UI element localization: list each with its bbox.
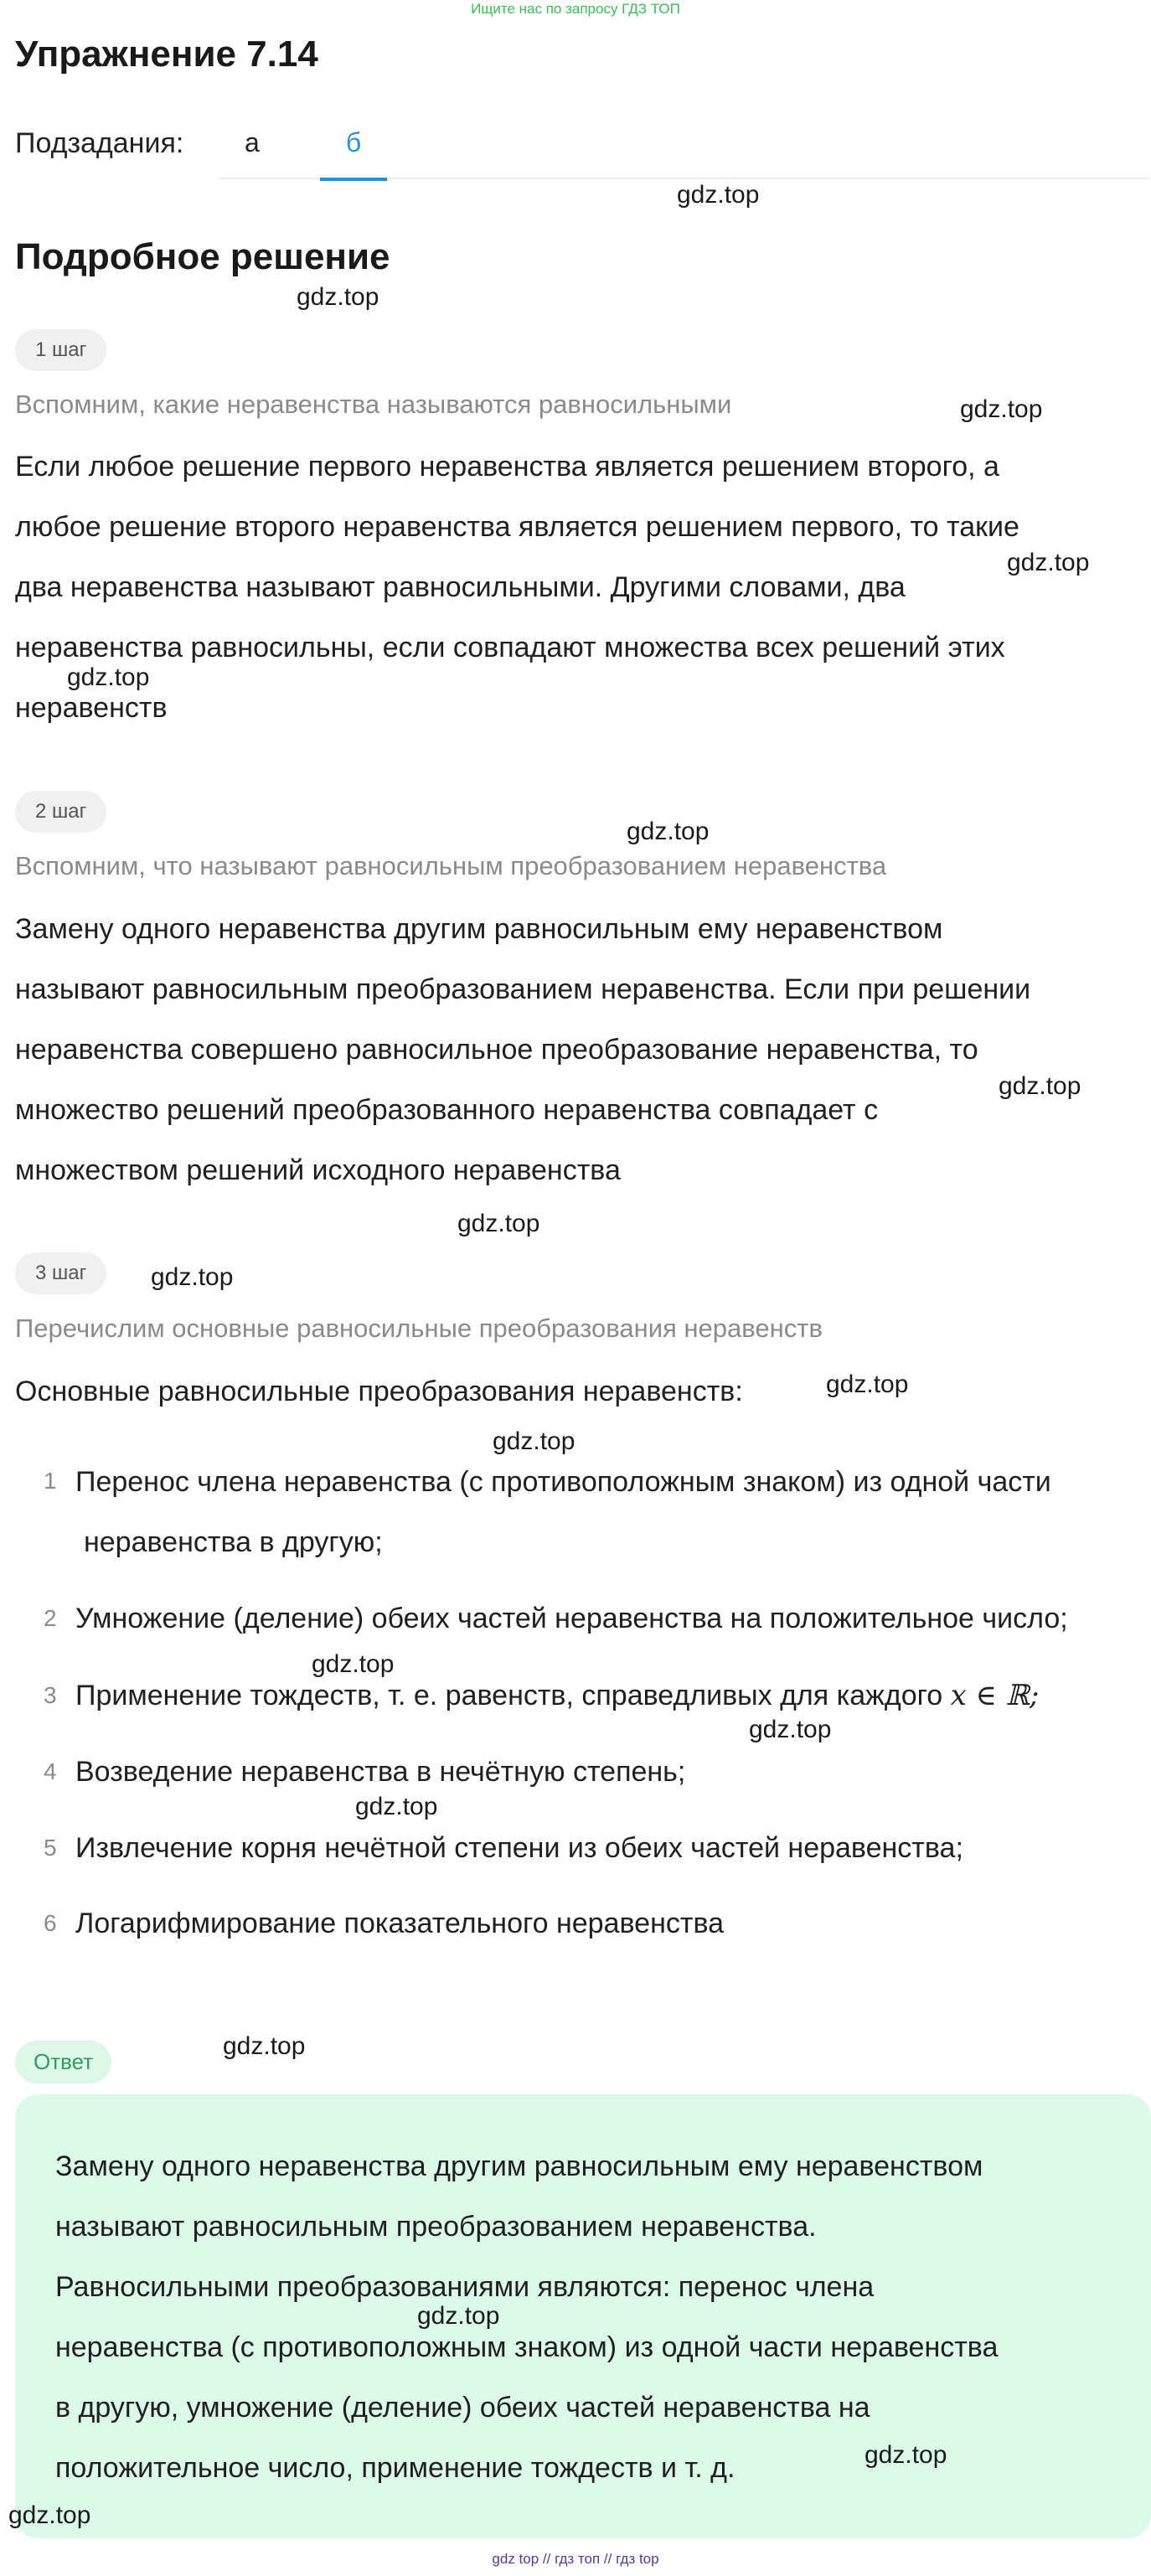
watermark: gdz.top [151, 1263, 234, 1291]
step-3-subtitle: Перечислим основные равносильные преобразования неравенств [15, 1314, 823, 1343]
watermark: gdz.top [457, 1210, 540, 1237]
text-line: Если любое решение первого неравенства является решением второго, а [15, 451, 999, 483]
watermark: gdz.top [67, 663, 150, 691]
footer-links[interactable]: gdz top // гдз топ // гдз top [492, 2551, 659, 2567]
step-2-text [15, 899, 1138, 1200]
watermark: gdz.top [677, 181, 760, 209]
step-2-subtitle: Вспомним, что называют равносильным преобразованием неравенства [15, 851, 887, 880]
text-line: Замену одного неравенства другим равносильным ему неравенством [15, 913, 943, 945]
text-line: любое решение второго неравенства является решением первого, то такие [15, 511, 1019, 543]
list-number: 2 [44, 1605, 57, 1631]
text-line: в другую, умножение (деление) обеих частей неравенства на [55, 2392, 870, 2424]
text-line: неравенства совершено равносильное преобразование неравенства, то [15, 1034, 978, 1066]
watermark: gdz.top [297, 283, 379, 311]
watermark: gdz.top [417, 2302, 500, 2330]
watermark: gdz.top [749, 1716, 832, 1743]
text-line: Равносильными преобразованиями являются: перенос члена [55, 2271, 875, 2303]
list-number: 4 [44, 1758, 57, 1784]
text-line: называют равносильным преобразованием неравенства. [55, 2211, 817, 2243]
subtasks-label: Подзадания: [15, 127, 184, 159]
list-item: Возведение неравенства в нечётную степень; [75, 1756, 686, 1788]
list-item: Умножение (деление) обеих частей неравенства на положительное число; [75, 1603, 1068, 1634]
watermark: gdz.top [8, 2501, 91, 2529]
watermark: gdz.top [999, 1072, 1081, 1100]
top-banner: Ищите нас по запросу ГДЗ ТОП [471, 1, 680, 17]
step-2-badge: 2 шаг [15, 791, 106, 833]
text-line: два неравенства называют равносильными. Другими словами, два [15, 571, 906, 603]
watermark: gdz.top [826, 1371, 909, 1398]
text-line: неравенства (с противоположным знаком) из одной части неравенства [55, 2331, 999, 2363]
step-3-intro: Основные равносильные преобразования неравенств: [15, 1376, 743, 1407]
list-number: 3 [44, 1682, 57, 1708]
page-title: Упражнение 7.14 [15, 34, 318, 75]
watermark: gdz.top [865, 2441, 947, 2469]
solution-heading: Подробное решение [15, 236, 390, 277]
watermark: gdz.top [493, 1427, 576, 1455]
tab-subtask-b[interactable]: б [320, 127, 387, 158]
watermark: gdz.top [223, 2032, 306, 2060]
tab-subtask-a[interactable]: а [245, 127, 260, 157]
step-1-subtitle: Вспомним, какие неравенства называются равносильными [15, 390, 732, 419]
watermark: gdz.top [960, 395, 1043, 423]
answer-text [55, 2136, 1128, 2498]
step-1-badge: 1 шаг [15, 329, 106, 371]
list-item-line: неравенства в другую; [84, 1526, 383, 1558]
text-line: множеством решений исходного неравенства [15, 1154, 621, 1186]
subtasks-tabs [219, 112, 1149, 179]
text-line: Замену одного неравенства другим равносильным ему неравенством [55, 2150, 983, 2182]
list-number: 5 [44, 1835, 57, 1861]
list-number: 1 [44, 1468, 57, 1494]
text-line: называют равносильным преобразованием неравенства. Если при решении [15, 973, 1031, 1005]
step-3-badge: 3 шаг [15, 1252, 106, 1294]
text-line: неравенства равносильны, если совпадают множества всех решений этих [15, 632, 1005, 663]
step-1-text [15, 436, 1138, 738]
answer-badge: Ответ [15, 2041, 111, 2083]
math-expression: x ∈ ℝ; [950, 1679, 1040, 1712]
list-item: Логарифмирование показательного неравенства [75, 1907, 725, 1939]
watermark: gdz.top [312, 1650, 395, 1678]
watermark: gdz.top [355, 1793, 438, 1820]
text-line: множество решений преобразованного неравенства совпадает с [15, 1094, 879, 1126]
watermark: gdz.top [627, 818, 710, 845]
list-item: Извлечение корня нечётной степени из обеих частей неравенства; [75, 1832, 963, 1864]
list-number: 6 [44, 1910, 57, 1936]
list-item-line: Применение тождеств, т. е. равенств, справедливых для каждого [75, 1680, 943, 1711]
watermark: gdz.top [1007, 549, 1090, 576]
list-item-line: Перенос члена неравенства (с противоположным знаком) из одной части [75, 1466, 1051, 1498]
list-item [75, 1665, 1151, 1726]
list-item [75, 1452, 1148, 1572]
text-line: положительное число, применение тождеств и т. д. [55, 2452, 736, 2484]
text-line: неравенств [15, 692, 168, 724]
